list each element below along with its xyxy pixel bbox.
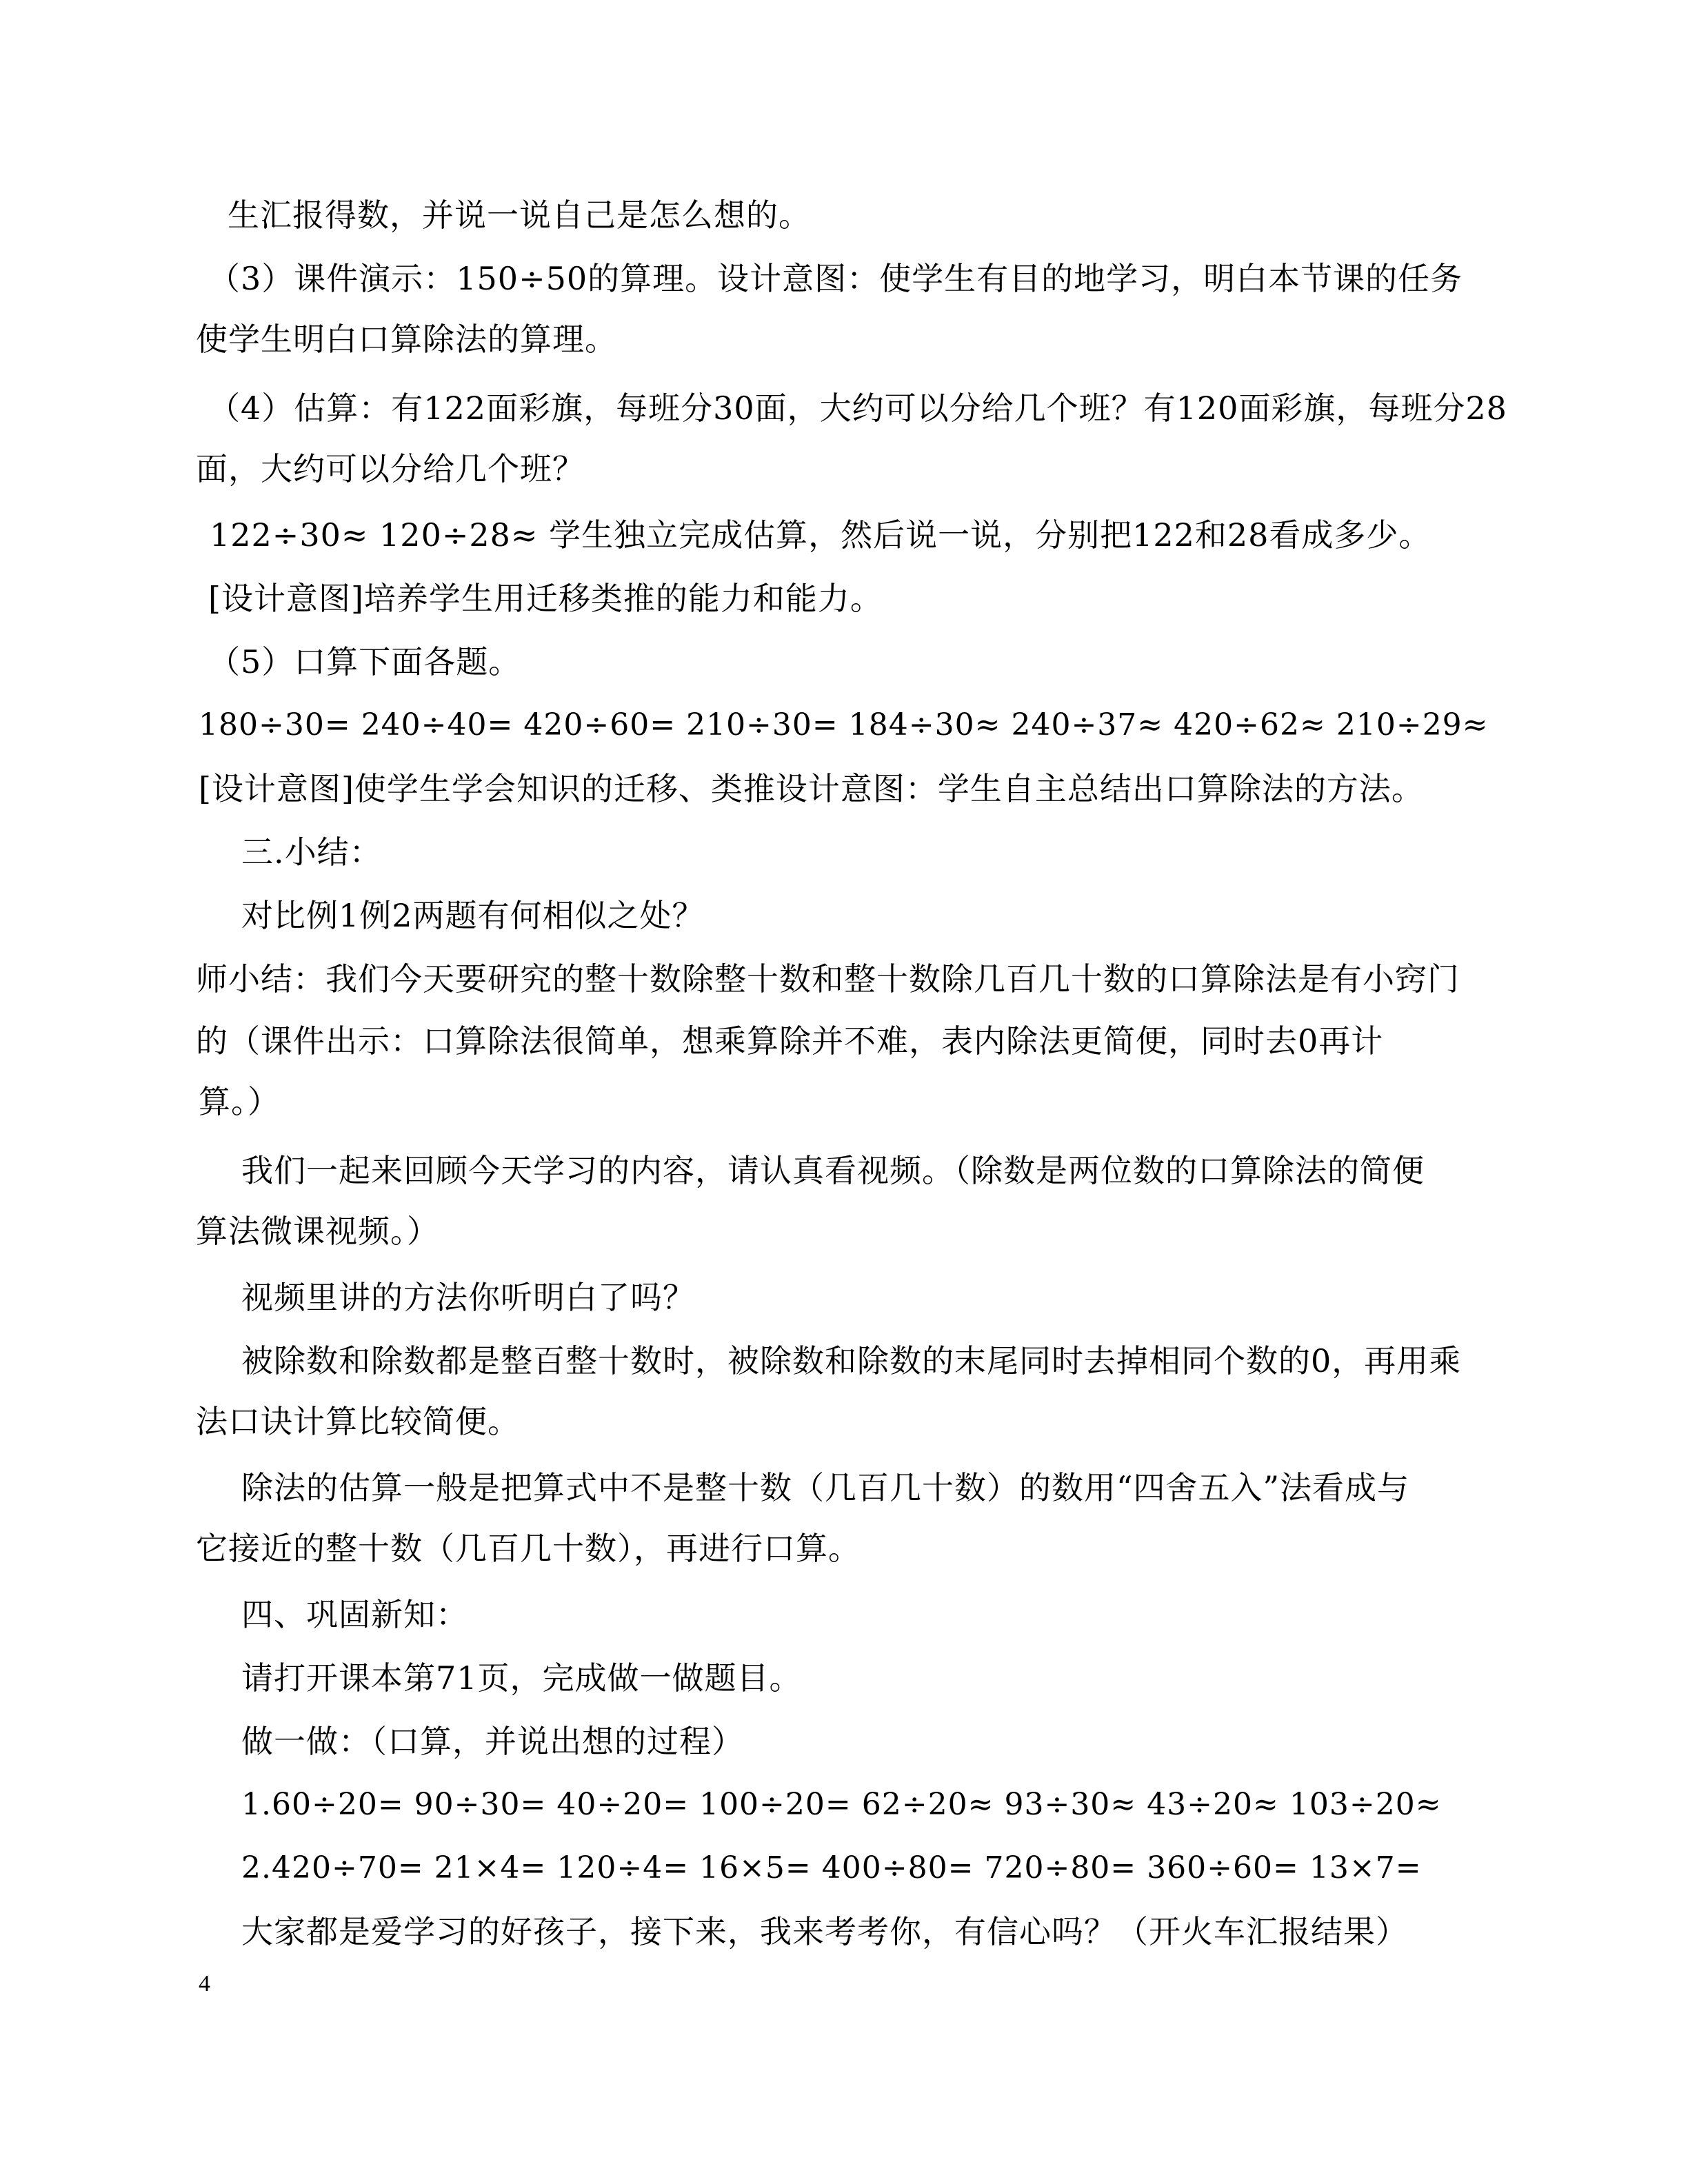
text-line: 算法微课视频。）	[196, 1213, 439, 1250]
text-line: （3）课件演示：150÷50的算理。设计意图：使学生有目的地学习，明白本节课的任务	[208, 260, 1463, 297]
text-line: 视频里讲的方法你听明白了吗？	[241, 1279, 695, 1316]
text-line: 被除数和除数都是整百整十数时，被除数和除数的末尾同时去掉相同个数的0，再用乘	[241, 1342, 1462, 1379]
text-line: 做一做：（口算，并说出想的过程）	[241, 1723, 744, 1760]
text-line: 它接近的整十数（几百几十数），再进行口算。	[196, 1530, 861, 1567]
text-line: [设计意图]使学生学会知识的迁移、类推设计意图：学生自主总结出口算除法的方法。	[199, 770, 1424, 807]
text-line: 除法的估算一般是把算式中不是整十数（几百几十数）的数用“四舍五入”法看成与	[241, 1469, 1410, 1506]
text-line: 对比例1例2两题有何相似之处？	[241, 897, 705, 934]
page-number: 4	[199, 1971, 210, 1996]
text-line: （5）口算下面各题。	[208, 643, 521, 680]
text-line: 四、巩固新知：	[241, 1596, 468, 1633]
text-line: 1.60÷20= 90÷30= 40÷20= 100÷20= 62÷20≈ 93÷30≈ 43÷20≈ 103÷20≈	[241, 1787, 1442, 1822]
text-line: 180÷30= 240÷40= 420÷60= 210÷30= 184÷30≈ 240÷37≈ 420÷62≈ 210÷29≈	[199, 707, 1489, 742]
text-line: 请打开课本第71页，完成做一做题目。	[241, 1659, 802, 1697]
text-line: 算。）	[199, 1083, 280, 1120]
text-line: 大家都是爱学习的好孩子，接下来，我来考考你，有信心吗？（开火车汇报结果）	[241, 1913, 1408, 1950]
text-line: 面，大约可以分给几个班？	[196, 450, 585, 487]
text-line: （4）估算：有122面彩旗，每班分30面，大约可以分给几个班？有120面彩旗，每班分28	[208, 390, 1507, 427]
text-line: 生汇报得数，并说一说自己是怎么想的。	[228, 196, 811, 234]
text-line: [设计意图]培养学生用迁移类推的能力和能力。	[208, 580, 883, 617]
text-line: 使学生明白口算除法的算理。	[196, 321, 617, 358]
text-line: 法口诀计算比较简便。	[196, 1403, 520, 1440]
text-line: 的（课件出示：口算除法很简单，想乘算除并不难，表内除法更简便，同时去0再计	[196, 1022, 1384, 1060]
text-line: 三.小结：	[241, 833, 382, 871]
text-line: 师小结：我们今天要研究的整十数除整十数和整十数除几百几十数的口算除法是有小窍门	[196, 960, 1460, 998]
text-line: 2.420÷70= 21×4= 120÷4= 16×5= 400÷80= 720÷80= 360÷60= 13×7=	[241, 1850, 1422, 1885]
text-line: 我们一起来回顾今天学习的内容，请认真看视频。（除数是两位数的口算除法的简便	[241, 1152, 1425, 1189]
text-line: 122÷30≈ 120÷28≈ 学生独立完成估算，然后说一说，分别把122和28看成多少。	[210, 516, 1431, 554]
